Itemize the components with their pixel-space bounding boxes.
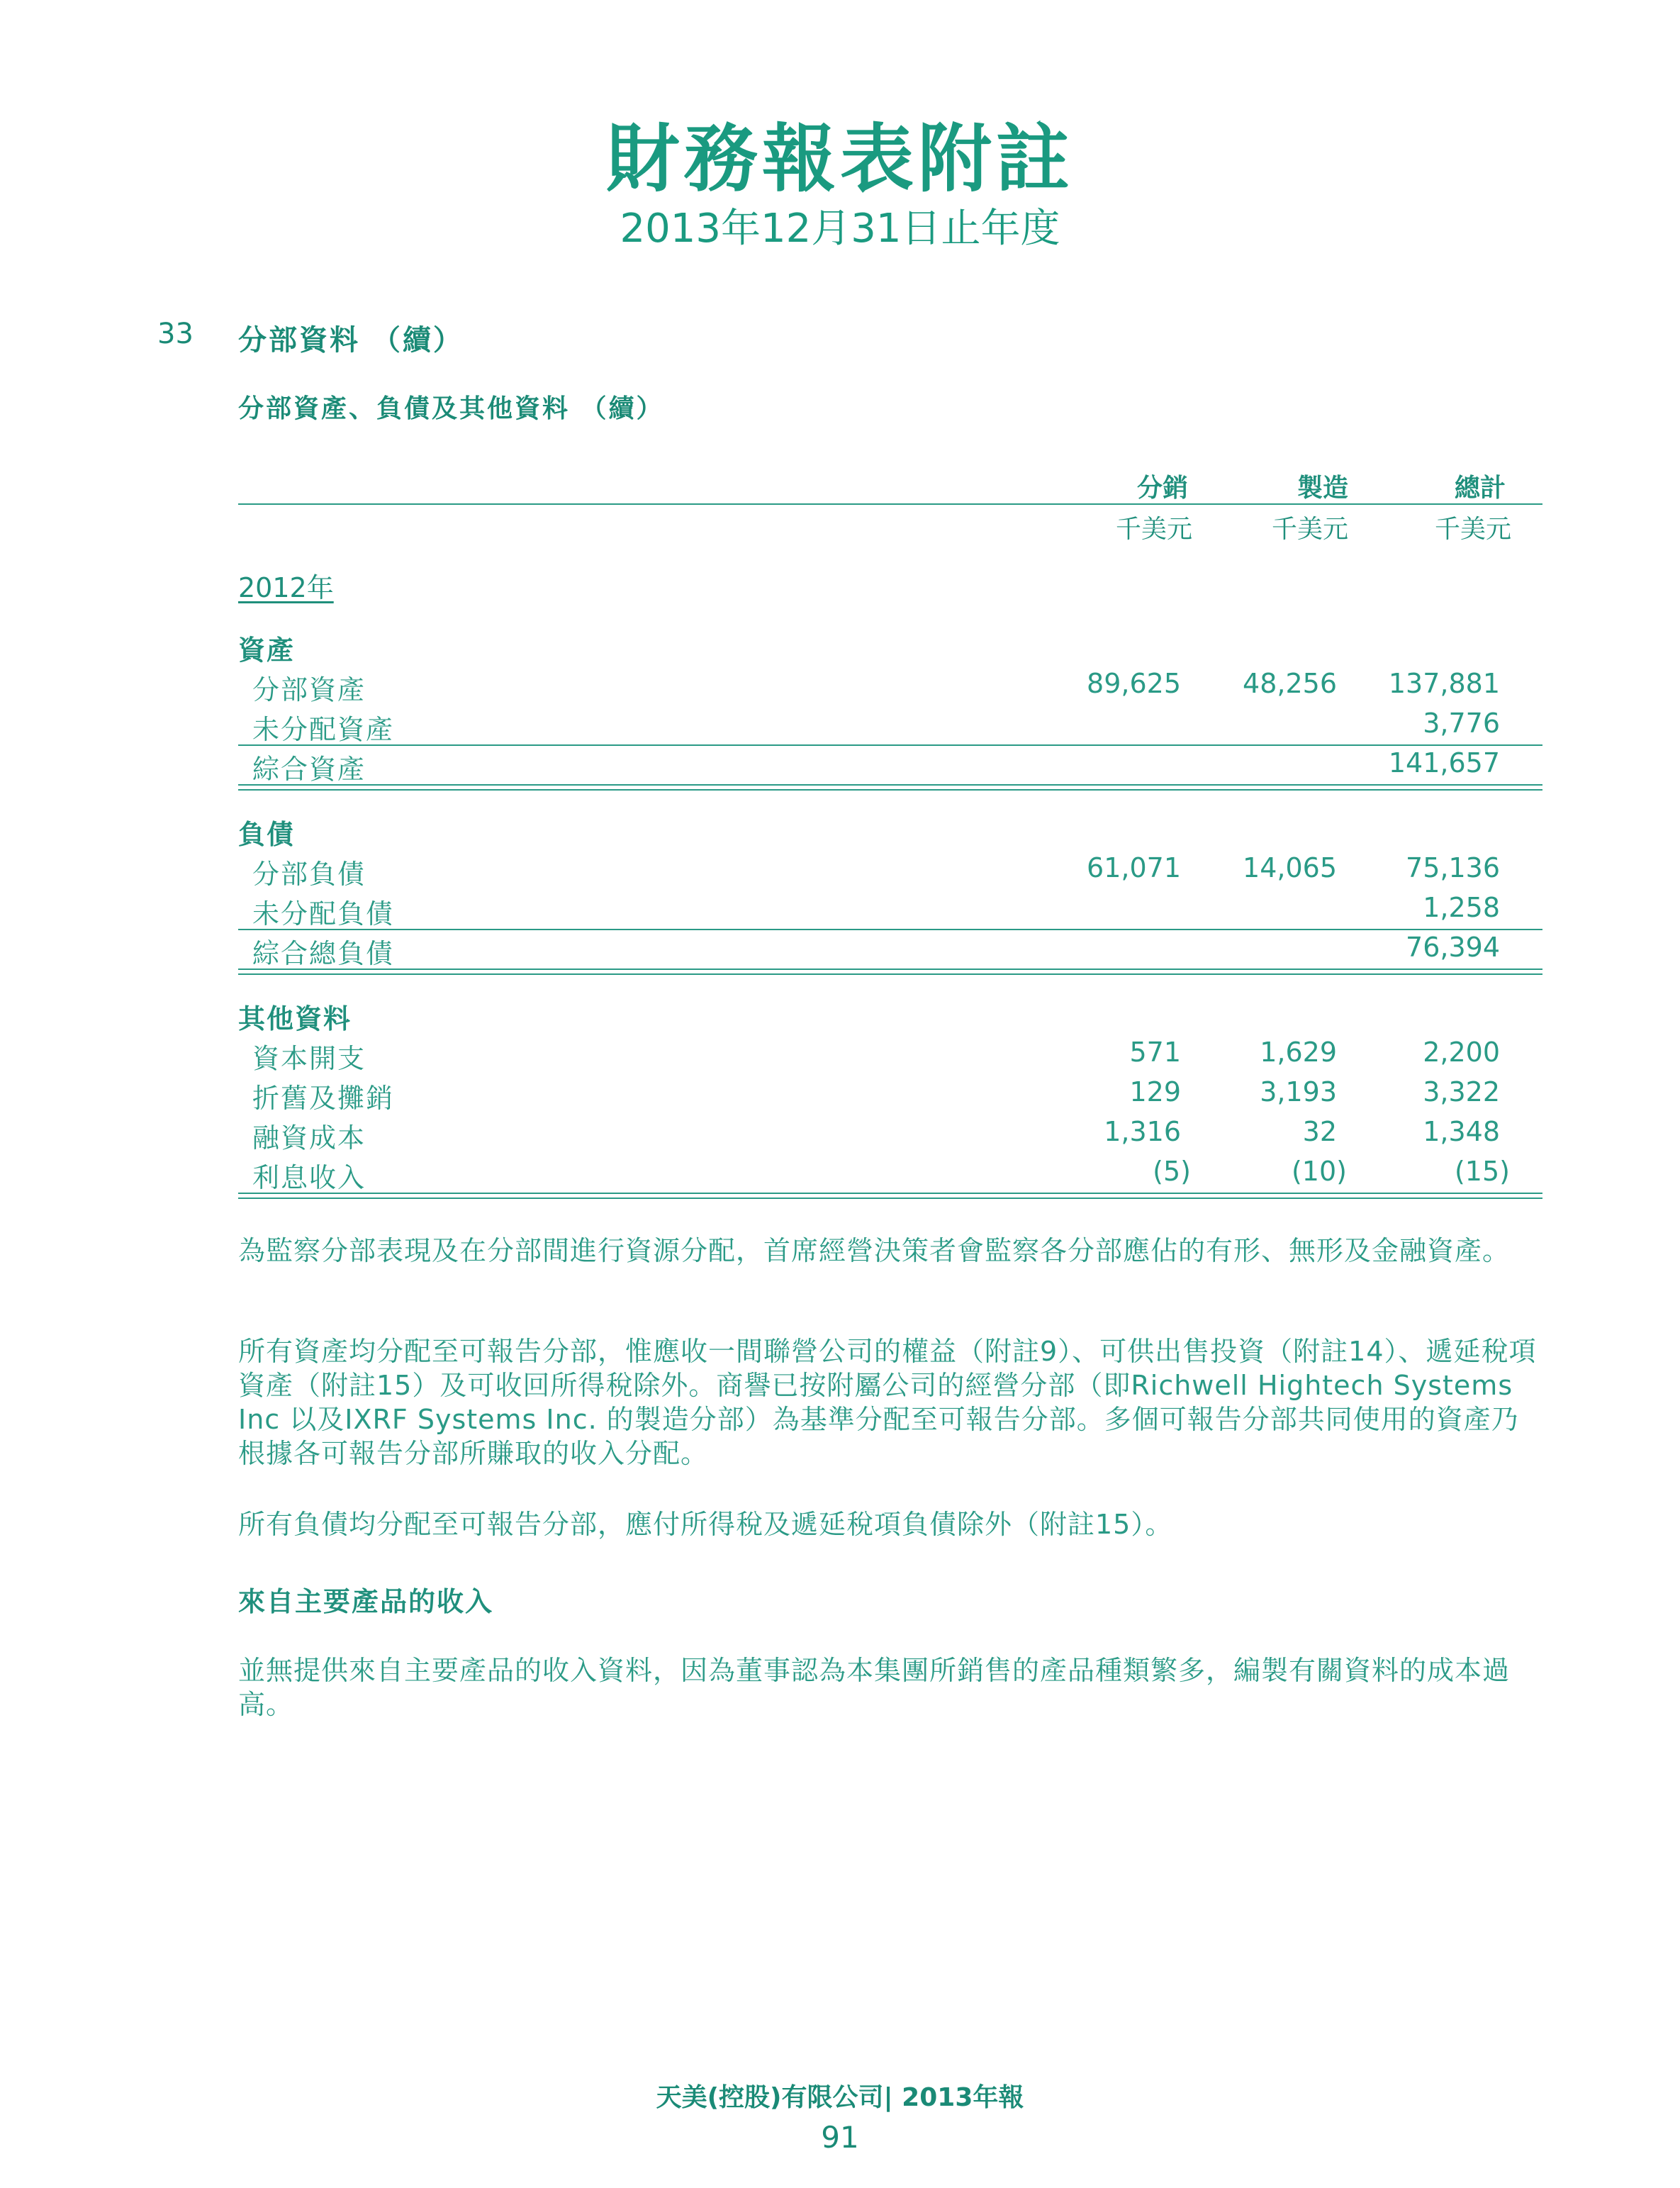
cell-distribution: 1,316 — [1104, 1116, 1181, 1147]
section-subtitle: 分部資產、負債及其他資料 （續） — [238, 394, 664, 423]
page-title: 財務報表附註 — [605, 116, 1074, 202]
table-year: 2012年 — [238, 572, 334, 603]
row-label: 折舊及攤銷 — [252, 1083, 395, 1114]
table-row — [0, 747, 1680, 787]
total-double-rule — [238, 784, 1542, 791]
cell-total: 141,657 — [1388, 747, 1500, 778]
row-label: 未分配負債 — [252, 898, 395, 930]
total-double-rule — [238, 1193, 1542, 1199]
total-double-rule — [238, 969, 1542, 975]
cell-distribution: 571 — [1129, 1037, 1181, 1068]
cell-total: 76,394 — [1406, 932, 1500, 963]
footer-company: 天美(控股)有限公司| 2013年報 — [656, 2083, 1024, 2112]
page-subtitle: 2013年12月31日止年度 — [620, 206, 1060, 252]
cell-total: 1,348 — [1423, 1116, 1500, 1147]
table-row — [0, 932, 1680, 971]
header-rule — [238, 503, 1542, 505]
col-header-total: 總計 — [1454, 474, 1506, 503]
table-row — [0, 1156, 1680, 1195]
cell-total: (15) — [1454, 1156, 1510, 1187]
other-heading: 其他資料 — [238, 1003, 352, 1034]
paragraph: 為監察分部表現及在分部間進行資源分配，首席經營決策者會監察各分部應佔的有形、無形及金融資產。 — [238, 1235, 1511, 1266]
table-row — [0, 1037, 1680, 1076]
cell-manufacturing: 3,193 — [1260, 1076, 1337, 1107]
row-label: 分部負債 — [252, 859, 366, 890]
cell-total: 3,322 — [1423, 1076, 1500, 1107]
paragraph: 所有負債均分配至可報告分部，應付所得稅及遞延稅項負債除外（附註15）。 — [238, 1509, 1173, 1540]
cell-total: 3,776 — [1423, 708, 1500, 739]
cell-manufacturing: 1,629 — [1260, 1037, 1337, 1068]
row-label: 融資成本 — [252, 1122, 366, 1154]
row-label: 綜合總負債 — [252, 938, 395, 969]
cell-total: 2,200 — [1423, 1037, 1500, 1068]
col-unit-manufacturing: 千美元 — [1271, 515, 1348, 544]
row-label: 未分配資產 — [252, 714, 395, 745]
table-row — [0, 892, 1680, 932]
table-row — [0, 668, 1680, 708]
row-label: 綜合資產 — [252, 754, 366, 785]
cell-distribution: 61,071 — [1087, 852, 1181, 883]
cell-distribution: 89,625 — [1087, 668, 1181, 699]
cell-manufacturing: 32 — [1302, 1116, 1337, 1147]
col-unit-distribution: 千美元 — [1115, 515, 1192, 544]
liabilities-heading: 負債 — [238, 819, 296, 850]
col-header-manufacturing: 製造 — [1297, 474, 1348, 503]
paragraph: 所有資產均分配至可報告分部，惟應收一間聯營公司的權益（附註9）、可供出售投資（附註14）、遞延稅項資產（附註15）及可收回所得稅除外。商譽已按附屬公司的經營分部（即Richwell Hightech Systems Inc 以及IXRF Systems Inc. 的製造分部）為基準分配至可報告分部。多個可報告分部共同使用的資產乃根據各可報告分部所賺取的收入分配。 — [238, 1336, 1537, 1469]
row-label: 利息收入 — [252, 1162, 366, 1193]
col-header-distribution: 分銷 — [1136, 474, 1188, 503]
section-number: 33 — [157, 318, 194, 350]
section-title: 分部資料 （續） — [238, 324, 464, 357]
cell-total: 75,136 — [1406, 852, 1500, 883]
cell-manufacturing: 14,065 — [1243, 852, 1337, 883]
cell-distribution: (5) — [1153, 1156, 1191, 1187]
table-row — [0, 852, 1680, 892]
subtotal-rule — [238, 929, 1542, 930]
cell-distribution: 129 — [1129, 1076, 1181, 1107]
subsection-title: 來自主要產品的收入 — [238, 1586, 494, 1617]
cell-manufacturing: (10) — [1291, 1156, 1347, 1187]
page-number: 91 — [821, 2120, 859, 2155]
table-row — [0, 1076, 1680, 1116]
assets-heading: 資產 — [238, 635, 296, 666]
row-label: 分部資產 — [252, 674, 366, 705]
cell-manufacturing: 48,256 — [1243, 668, 1337, 699]
table-row — [0, 708, 1680, 747]
paragraph: 並無提供來自主要產品的收入資料，因為董事認為本集團所銷售的產品種類繁多，編製有關資料的成本過高。 — [238, 1655, 1511, 1720]
cell-total: 1,258 — [1423, 892, 1500, 923]
col-unit-total: 千美元 — [1434, 515, 1511, 544]
subtotal-rule — [238, 744, 1542, 746]
table-row — [0, 1116, 1680, 1156]
row-label: 資本開支 — [252, 1043, 366, 1074]
cell-total: 137,881 — [1388, 668, 1500, 699]
